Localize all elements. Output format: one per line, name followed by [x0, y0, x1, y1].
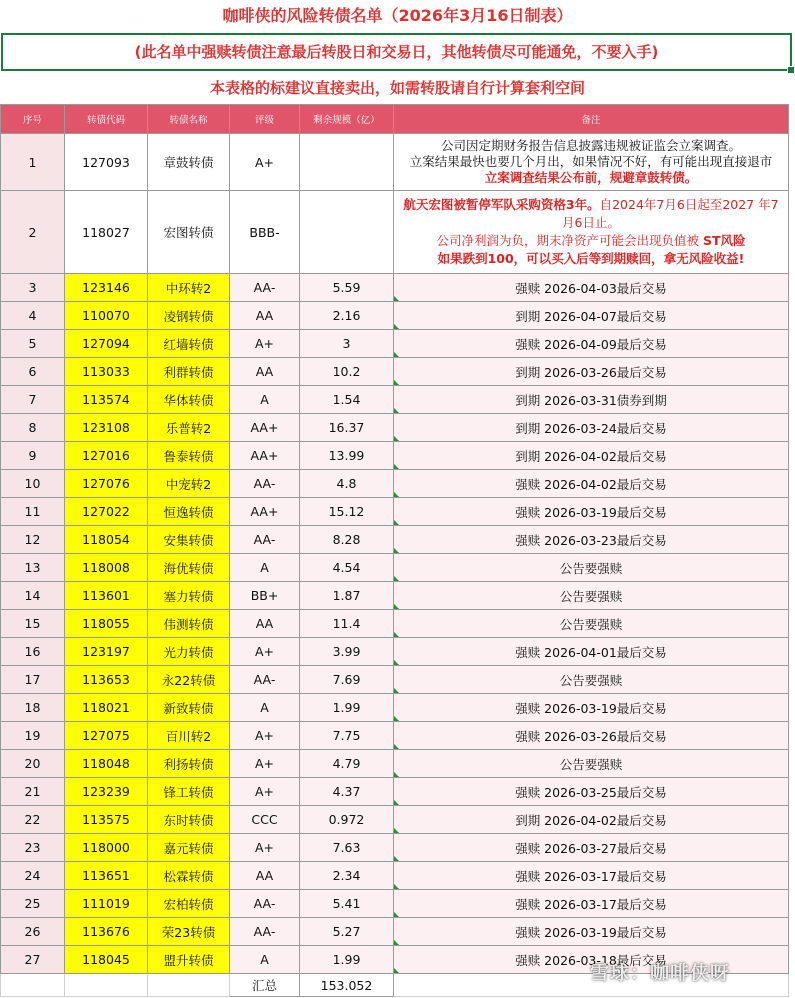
cell-rating[interactable]: A: [230, 386, 300, 414]
cell-rating[interactable]: AA-: [230, 526, 300, 554]
table-row-special: [1, 134, 789, 191]
notice-banner[interactable]: [1, 33, 792, 71]
notice-text: (此名单中强赎转债注意最后转股日和交易日，其他转债尽可能通免，不要入手): [134, 43, 659, 61]
table-row: [1, 358, 789, 386]
cell-name[interactable]: 恒逸转债: [148, 498, 230, 526]
table-row: [1, 554, 789, 582]
cell-rating[interactable]: AA: [230, 302, 300, 330]
cell-balance[interactable]: 0.972: [300, 806, 394, 834]
cell-no[interactable]: 22: [1, 806, 65, 834]
cell-rating[interactable]: A+: [230, 330, 300, 358]
cell-code[interactable]: 113601: [65, 582, 148, 610]
cell-blank[interactable]: [1, 974, 65, 997]
cell-balance[interactable]: [300, 191, 394, 274]
cell-name[interactable]: 塞力转债: [148, 582, 230, 610]
total-label[interactable]: 汇总: [230, 974, 300, 997]
cell-note[interactable]: 到期 2026-03-24最后交易: [394, 414, 789, 442]
cell-no[interactable]: 15: [1, 610, 65, 638]
cell-name[interactable]: 凌钢转债: [148, 302, 230, 330]
cell-no[interactable]: 24: [1, 862, 65, 890]
cell-balance[interactable]: 1.99: [300, 694, 394, 722]
cell-no[interactable]: 7: [1, 386, 65, 414]
cell-name[interactable]: 利扬转债: [148, 750, 230, 778]
cell-code[interactable]: 110070: [65, 302, 148, 330]
cell-balance[interactable]: 1.54: [300, 386, 394, 414]
cell-no[interactable]: 17: [1, 666, 65, 694]
note-line: 公司净利润为负，期末净资产可能会出现负值被: [436, 233, 703, 248]
cell-name[interactable]: 百川转2: [148, 722, 230, 750]
cell-no[interactable]: 3: [1, 274, 65, 302]
cell-note[interactable]: 强赎 2026-04-02最后交易: [394, 470, 789, 498]
cell-code[interactable]: 113575: [65, 806, 148, 834]
cell-name[interactable]: 松霖转债: [148, 862, 230, 890]
cell-code[interactable]: 118055: [65, 610, 148, 638]
cell-name[interactable]: 盟升转债: [148, 946, 230, 974]
table-row: [1, 386, 789, 414]
header-code[interactable]: 转债代码: [65, 105, 148, 134]
cell-balance[interactable]: 15.12: [300, 498, 394, 526]
note-line-bold: 航天宏图被暂停军队采购资格3年。: [403, 197, 600, 212]
cell-note[interactable]: 公告要强赎: [394, 582, 789, 610]
cell-note[interactable]: 强赎 2026-04-09最后交易: [394, 330, 789, 358]
cell-rating[interactable]: AA: [230, 610, 300, 638]
cell-blank[interactable]: [65, 974, 148, 997]
cell-note[interactable]: 公告要强赎: [394, 666, 789, 694]
cell-rating[interactable]: AA+: [230, 414, 300, 442]
cell-balance[interactable]: 5.41: [300, 890, 394, 918]
note-line-warning: 立案调查结果公布前，规避章鼓转债。: [484, 170, 698, 185]
cell-code[interactable]: 118048: [65, 750, 148, 778]
cell-name[interactable]: 荣23转债: [148, 918, 230, 946]
cell-name[interactable]: 宏图转债: [148, 191, 230, 274]
cell-code[interactable]: 118054: [65, 526, 148, 554]
cell-note[interactable]: 公告要强赎: [394, 750, 789, 778]
subtitle: 本表格的标建议直接卖出，如需转股请自行计算套利空间: [209, 79, 585, 97]
note-line: 立案结果最快也要几个月出，如果情况不好，有可能出现直接退市: [409, 154, 773, 169]
table-row: [1, 834, 789, 862]
table-row: [1, 694, 789, 722]
cell-name[interactable]: 海优转债: [148, 554, 230, 582]
cell-no[interactable]: 21: [1, 778, 65, 806]
cell-name[interactable]: 乐普转2: [148, 414, 230, 442]
header-balance[interactable]: 剩余规模（亿）: [300, 105, 394, 134]
table-row: [1, 414, 789, 442]
cell-note[interactable]: 到期 2026-04-02最后交易: [394, 806, 789, 834]
cell-code[interactable]: 118000: [65, 834, 148, 862]
table-row: [1, 498, 789, 526]
cell-code[interactable]: 118027: [65, 191, 148, 274]
cell-balance[interactable]: 13.99: [300, 442, 394, 470]
cell-no[interactable]: 2: [1, 191, 65, 274]
cell-rating[interactable]: AA: [230, 862, 300, 890]
cell-no[interactable]: 14: [1, 582, 65, 610]
cell-code[interactable]: 127093: [65, 134, 148, 191]
cell-name[interactable]: 安集转债: [148, 526, 230, 554]
cell-code[interactable]: 118045: [65, 946, 148, 974]
cell-rating[interactable]: AA-: [230, 274, 300, 302]
header-no[interactable]: 序号: [1, 105, 65, 134]
cell-rating[interactable]: AA-: [230, 890, 300, 918]
cell-rating[interactable]: A+: [230, 750, 300, 778]
cell-name[interactable]: 章鼓转债: [148, 134, 230, 191]
cell-note[interactable]: 公告要强赎: [394, 610, 789, 638]
cell-rating[interactable]: A: [230, 554, 300, 582]
table-row: [1, 638, 789, 666]
cell-balance[interactable]: 4.54: [300, 554, 394, 582]
cell-note[interactable]: 强赎 2026-03-19最后交易: [394, 498, 789, 526]
cell-balance[interactable]: 3: [300, 330, 394, 358]
table-row: [1, 610, 789, 638]
cell-code[interactable]: 127075: [65, 722, 148, 750]
cell-no[interactable]: 25: [1, 890, 65, 918]
cell-rating[interactable]: CCC: [230, 806, 300, 834]
cell-balance[interactable]: 4.79: [300, 750, 394, 778]
cell-rating[interactable]: A+: [230, 134, 300, 191]
table-row: [1, 750, 789, 778]
note-line: 公司因定期财务报告信息披露违规被证监会立案调查。: [440, 138, 741, 153]
cell-code[interactable]: 123108: [65, 414, 148, 442]
cell-name[interactable]: 红墙转债: [148, 330, 230, 358]
table-row-special: [1, 191, 789, 274]
cell-code[interactable]: 127094: [65, 330, 148, 358]
cell-no[interactable]: 13: [1, 554, 65, 582]
cell-balance[interactable]: 2.34: [300, 862, 394, 890]
cell-no[interactable]: 8: [1, 414, 65, 442]
cell-note[interactable]: 公告要强赎: [394, 554, 789, 582]
table-row: [1, 274, 789, 302]
table-row: [1, 722, 789, 750]
cell-rating[interactable]: AA+: [230, 442, 300, 470]
cell-balance[interactable]: 16.37: [300, 414, 394, 442]
cell-no[interactable]: 27: [1, 946, 65, 974]
page-title: 咖啡侠的风险转债名单（2026年3月16日制表）: [222, 6, 573, 25]
cell-code[interactable]: 123239: [65, 778, 148, 806]
cell-name[interactable]: 中宠转2: [148, 470, 230, 498]
cell-no[interactable]: 23: [1, 834, 65, 862]
cell-name[interactable]: 锋工转债: [148, 778, 230, 806]
cell-balance[interactable]: 8.28: [300, 526, 394, 554]
cell-rating[interactable]: AA+: [230, 498, 300, 526]
table-row: [1, 862, 789, 890]
table-row: [1, 442, 789, 470]
cell-no[interactable]: 20: [1, 750, 65, 778]
cell-balance[interactable]: 4.37: [300, 778, 394, 806]
cell-code[interactable]: 127022: [65, 498, 148, 526]
cell-note[interactable]: 强赎 2026-03-23最后交易: [394, 526, 789, 554]
cell-balance[interactable]: 1.99: [300, 946, 394, 974]
cell-code[interactable]: 113653: [65, 666, 148, 694]
cell-note[interactable]: 强赎 2026-03-19最后交易: [394, 694, 789, 722]
cell-balance[interactable]: 4.8: [300, 470, 394, 498]
cell-balance[interactable]: 3.99: [300, 638, 394, 666]
cell-name[interactable]: 东时转债: [148, 806, 230, 834]
cell-note[interactable]: 强赎 2026-03-17最后交易: [394, 890, 789, 918]
cell-name[interactable]: 利群转债: [148, 358, 230, 386]
cell-name[interactable]: 光力转债: [148, 638, 230, 666]
cell-rating[interactable]: A+: [230, 722, 300, 750]
cell-note[interactable]: 到期 2026-04-07最后交易: [394, 302, 789, 330]
table-row: [1, 330, 789, 358]
cell-rating[interactable]: A+: [230, 778, 300, 806]
cell-rating[interactable]: AA-: [230, 666, 300, 694]
cell-code[interactable]: 118021: [65, 694, 148, 722]
table-row: [1, 806, 789, 834]
note-line: 自2024年7月6日起至2027 年7: [599, 197, 779, 212]
cell-blank[interactable]: [148, 974, 230, 997]
cell-no[interactable]: 4: [1, 302, 65, 330]
cell-balance[interactable]: 7.69: [300, 666, 394, 694]
note-line: 月6日止。: [562, 215, 620, 230]
cell-name[interactable]: 宏柏转债: [148, 890, 230, 918]
cell-balance[interactable]: 1.87: [300, 582, 394, 610]
cell-rating[interactable]: AA-: [230, 918, 300, 946]
cell-balance[interactable]: 2.16: [300, 302, 394, 330]
table-row: [1, 778, 789, 806]
cell-note[interactable]: 到期 2026-03-31债券到期: [394, 386, 789, 414]
cell-note[interactable]: 到期 2026-03-26最后交易: [394, 358, 789, 386]
cell-code[interactable]: 127076: [65, 470, 148, 498]
cell-no[interactable]: 19: [1, 722, 65, 750]
cell-rating[interactable]: A: [230, 694, 300, 722]
cell-name[interactable]: 新致转债: [148, 694, 230, 722]
cell-rating[interactable]: A+: [230, 638, 300, 666]
cell-rating[interactable]: A+: [230, 834, 300, 862]
cell-rating[interactable]: AA-: [230, 470, 300, 498]
cell-no[interactable]: 16: [1, 638, 65, 666]
note-line-bold: ST风险: [702, 233, 746, 248]
cell-name[interactable]: 伟测转债: [148, 610, 230, 638]
cell-note[interactable]: [394, 191, 789, 274]
cell-note[interactable]: 强赎 2026-03-26最后交易: [394, 722, 789, 750]
cell-no[interactable]: 11: [1, 498, 65, 526]
header-rating[interactable]: 评级: [230, 105, 300, 134]
cell-rating[interactable]: BB+: [230, 582, 300, 610]
cell-code[interactable]: 113676: [65, 918, 148, 946]
cell-code[interactable]: 113651: [65, 862, 148, 890]
cell-rating[interactable]: BBB-: [230, 191, 300, 274]
cell-name[interactable]: 鲁泰转债: [148, 442, 230, 470]
cell-note[interactable]: 强赎 2026-03-18最后交易: [394, 946, 789, 974]
table-row: [1, 582, 789, 610]
total-value[interactable]: 153.052: [300, 974, 394, 997]
table-row: [1, 890, 789, 918]
note-line-bold: 如果跌到100，可以买入后等到期赎回，拿无风险收益!: [437, 251, 745, 266]
cell-note[interactable]: 强赎 2026-03-19最后交易: [394, 918, 789, 946]
cell-code[interactable]: 113033: [65, 358, 148, 386]
cell-no[interactable]: 26: [1, 918, 65, 946]
table-row: [1, 918, 789, 946]
table-row: [1, 470, 789, 498]
cell-rating[interactable]: AA: [230, 358, 300, 386]
cell-code[interactable]: 123197: [65, 638, 148, 666]
cell-rating[interactable]: A: [230, 946, 300, 974]
cell-no[interactable]: 18: [1, 694, 65, 722]
header-note[interactable]: 备注: [394, 105, 789, 134]
cell-code[interactable]: 118008: [65, 554, 148, 582]
cell-balance[interactable]: 7.63: [300, 834, 394, 862]
risk-bond-table: [0, 104, 789, 997]
cell-no[interactable]: 10: [1, 470, 65, 498]
cell-no[interactable]: 1: [1, 134, 65, 191]
cell-balance[interactable]: 5.27: [300, 918, 394, 946]
watermark: 雪球：咖啡侠呀: [590, 962, 731, 984]
cell-name[interactable]: 中环转2: [148, 274, 230, 302]
cell-name[interactable]: 华体转债: [148, 386, 230, 414]
cell-balance[interactable]: 10.2: [300, 358, 394, 386]
cell-name[interactable]: 嘉元转债: [148, 834, 230, 862]
cell-note[interactable]: 到期 2026-04-02最后交易: [394, 442, 789, 470]
cell-note[interactable]: 强赎 2026-04-03最后交易: [394, 274, 789, 302]
cell-note[interactable]: 强赎 2026-04-01最后交易: [394, 638, 789, 666]
cell-no[interactable]: 6: [1, 358, 65, 386]
cell-balance[interactable]: 11.4: [300, 610, 394, 638]
cell-code[interactable]: 123146: [65, 274, 148, 302]
cell-balance[interactable]: 7.75: [300, 722, 394, 750]
cell-no[interactable]: 12: [1, 526, 65, 554]
header-row: [1, 105, 789, 134]
table-row: [1, 666, 789, 694]
cell-balance[interactable]: [300, 134, 394, 191]
cell-note[interactable]: [394, 134, 789, 191]
cell-code[interactable]: 127016: [65, 442, 148, 470]
cell-no[interactable]: 9: [1, 442, 65, 470]
table-row: [1, 526, 789, 554]
cell-code[interactable]: 111019: [65, 890, 148, 918]
cell-note[interactable]: 强赎 2026-03-27最后交易: [394, 834, 789, 862]
cell-note[interactable]: 强赎 2026-03-17最后交易: [394, 862, 789, 890]
cell-code[interactable]: 113574: [65, 386, 148, 414]
cell-balance[interactable]: 5.59: [300, 274, 394, 302]
cell-no[interactable]: 5: [1, 330, 65, 358]
cell-note[interactable]: 强赎 2026-03-25最后交易: [394, 778, 789, 806]
table-row: [1, 302, 789, 330]
cell-name[interactable]: 永22转债: [148, 666, 230, 694]
header-name[interactable]: 转债名称: [148, 105, 230, 134]
